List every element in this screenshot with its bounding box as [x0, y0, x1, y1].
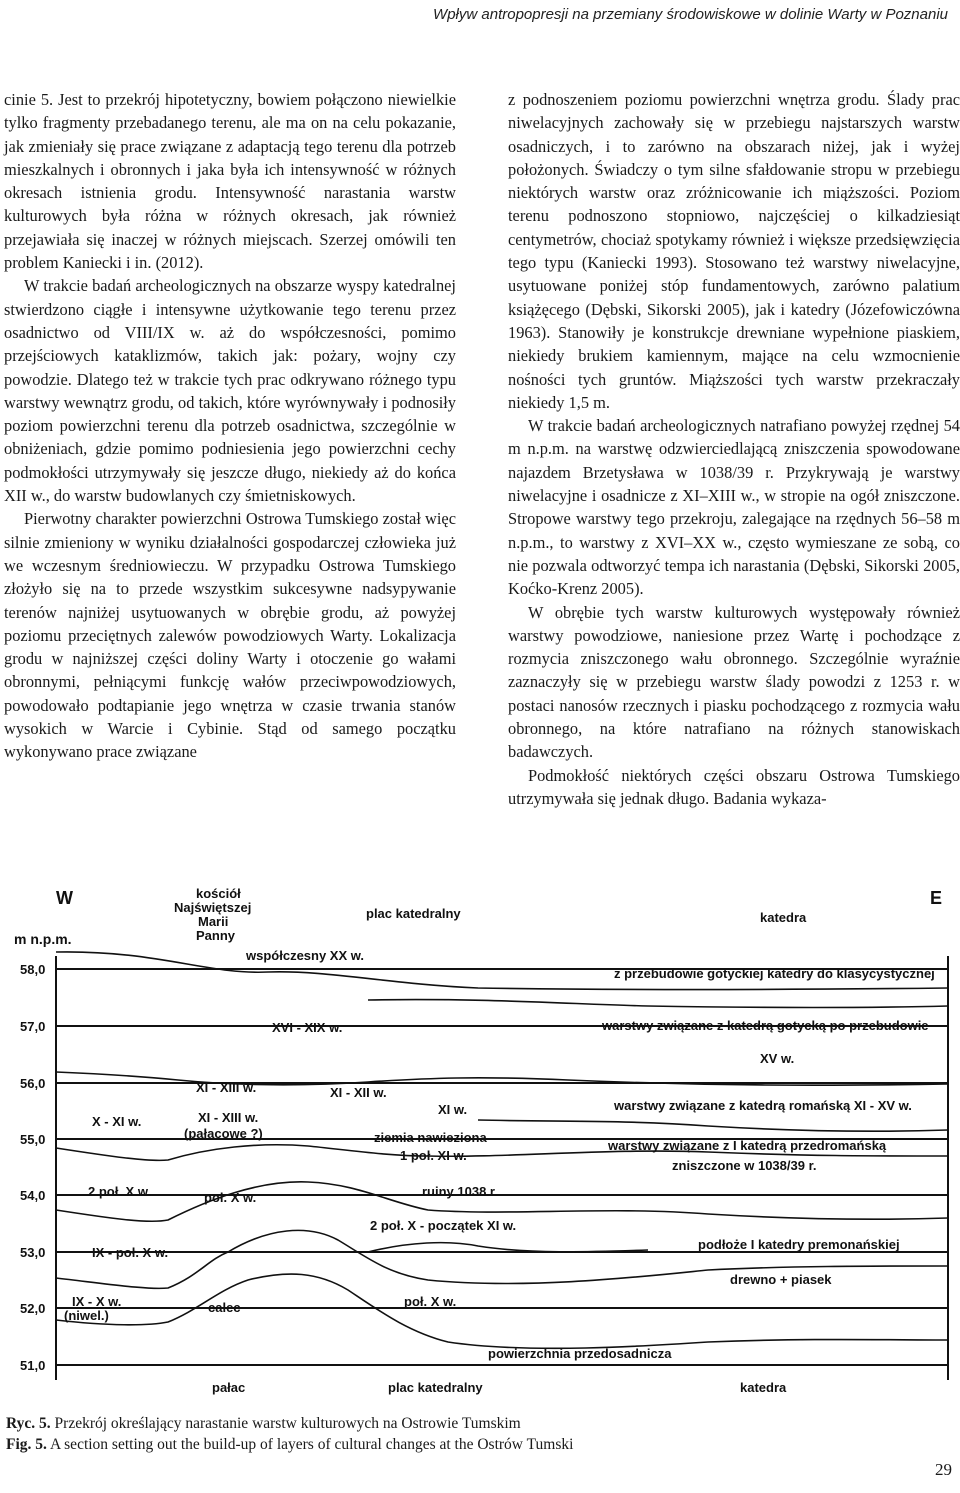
- layer-label: 2 poł. X - początek XI w.: [370, 1218, 517, 1233]
- right-text-column: [508, 88, 960, 810]
- square-bottom-label: plac katedralny: [388, 1380, 483, 1395]
- caption-label: Ryc. 5.: [6, 1415, 51, 1432]
- caption-label: Fig. 5.: [6, 1436, 47, 1453]
- paragraph: cinie 5. Jest to przekrój hipotetyczny, bowiem połączono niewielkie tylko fragmenty przebadanego terenu, ale ma on na celu pokazanie, jak zmieniały się prace związane z adaptacją tego terenu dla potrzeb mieszkalnych i obronnych i jaka była ich intensywność w różnych okresach istnienia grodu. Intensywność narastania warstw kulturowych była różna w różnych okresach, jak również przejawiała się inaczej w różnych miejscach. Szerzej omówili ten problem Kaniecki i in. (2012).: [4, 90, 456, 273]
- paragraph: W trakcie badań archeologicznych natrafiano powyżej rzędnej 54 m n.p.m. na warstwę odzwierciedlającą zniszczenia spowodowane najazdem Brzetysława w 1038/39 r. Przykrywają je warstwy niwelacyjne i osadnicze z XI–XIII w., w stropie na ogół zniszczone. Stropowe warstwy tego przekroju, zalegające na rzędnych 56–58 m n.p.m., to warstwy z XVI–XX w., często wymieszane ze sobą, co nie pozwala odtworzyć tempa ich narastania (Dębski, Sikorski 2005, Koćko-Krenz 2005).: [508, 416, 960, 599]
- caption-text: Przekrój określający narastanie warstw kulturowych na Ostrowie Tumskim: [54, 1415, 521, 1432]
- figure-captions: [6, 1413, 573, 1455]
- bottom-labels: [212, 1380, 787, 1395]
- caption-english: [6, 1434, 573, 1455]
- layer-label: XI w.: [438, 1102, 468, 1117]
- layer-label: warstwy związane z I katedrą przedromańską: [608, 1138, 887, 1153]
- church-label: Panny: [196, 928, 236, 943]
- layer-label: 2 poł. X w.: [88, 1184, 152, 1199]
- layer-label: 1 poł. XI w.: [400, 1148, 467, 1163]
- layer-boundary: [478, 1120, 948, 1131]
- church-label: Marii: [198, 914, 229, 929]
- left-text-column: [4, 88, 456, 764]
- layer-label: (pałacowe ?): [184, 1126, 263, 1141]
- layer-label: calec: [208, 1300, 241, 1315]
- palace-label: pałac: [212, 1380, 246, 1395]
- layer-label: z przebudowie gotyckiej katedry do klasycystycznej: [614, 966, 935, 981]
- east-label: E: [930, 888, 943, 908]
- layer-label: poł. X w.: [404, 1294, 457, 1309]
- elevation-tick: 57,0: [20, 1019, 46, 1034]
- layer-label: powierzchnia przedosadnicza: [488, 1346, 672, 1361]
- elevation-tick: 52,0: [20, 1301, 46, 1316]
- paragraph: z podnoszeniem poziomu powierzchni wnętrza grodu. Ślady prac niwelacyjnych zachowały się w przebiegu najstarszych warstw osadniczych, i to zarówno na obszarach niżej, jak i wyżej położonych. Świadczy o tym silne sfałdowanie stropu w przebiegu niektórych warstw oraz zróżnicowanie ich miąższości. Poziom terenu podnoszono stopniowo, najczęściej o kilkadziesiąt centymetrów, chociaż spotykamy również i większe przedsięwzięcia tego typu (Kaniecki 1993). Stosowano też warstwy niwelacyjne, usytuowane poniżej stóp fundamentowych, zarówno palatium książęcego (Dębski, Sikorski 2005), jak i katedry (Józefowiczówna 1963). Stanowiły je konstrukcje drewniane wypełnione piaskiem, niekiedy brukiem kamiennym, mające na celu wzmocnienie nośności tych gruntów. Miąższości tych warstw przekraczały niekiedy 1,5 m.: [508, 90, 960, 412]
- cross-section-diagram: [8, 880, 956, 1400]
- layer-label: ruiny 1038 r.: [422, 1184, 498, 1199]
- layer-boundary: [368, 1243, 648, 1252]
- layer-boundary: [368, 1000, 948, 1008]
- layer-label: drewno + piasek: [730, 1272, 832, 1287]
- top-labels: [174, 886, 807, 943]
- layer-label: podłoże I katedry premonańskiej: [698, 1237, 900, 1252]
- layer-label: ziemia nawieziona: [374, 1130, 487, 1145]
- elevation-tick: 55,0: [20, 1132, 46, 1147]
- layer-label: XI - XIII w.: [196, 1080, 257, 1095]
- layer-label: X - XI w.: [92, 1114, 142, 1129]
- layer-label: (niwel.): [64, 1308, 109, 1323]
- layer-label: IX - poł. X w.: [92, 1245, 169, 1260]
- paragraph: W obrębie tych warstw kulturowych występowały również warstwy powodziowe, naniesione przez Wartę i pochodzące z rozmycia zniszczonego wału obronnego. Szczególnie wyraźnie zaznaczyły się w przebiegu warstw ślady powodzi z 1253 r. w postaci nanosów rzecznych i piasku pochodzącego z rozmycia wału obronnego, na które natrafiano na różnych stanowiskach badawczych.: [508, 602, 960, 762]
- paragraph: W trakcie badań archeologicznych na obszarze wyspy katedralnej stwierdzono ciągłe i intensywne użytkowanie tego terenu przez osadnictwo od VIII/IX w. aż do współczesności, pomimo przejściowych kataklizmów, takich jak: pożary, wojny czy powodzie. Dlatego też w trakcie tych prac odkrywano różnego typu warstwy wewnątrz grodu, od takich, które wyrównywały i podnosiły poziom powierzchni terenu dla potrzeb osadnictwa, szczególnie w obniżeniach, gdzie pomimo podniesienia jego powierzchni cechy podmokłości utrzymywały się jeszcze długo, niekiedy aż do końca XII w., do warstw budowlanych czy śmietniskowych.: [4, 276, 456, 506]
- west-label: W: [56, 888, 73, 908]
- layer-label: warstwy związane z katedrą romańską XI - XV w.: [614, 1098, 912, 1113]
- cathedral-top-label: katedra: [760, 910, 807, 925]
- running-header: Wpływ antropopresji na przemiany środowiskowe w dolinie Warty w Poznaniu: [433, 6, 948, 23]
- caption-text: A section setting out the build-up of layers of cultural changes at the Ostrów Tumski: [49, 1436, 574, 1453]
- layer-label: zniszczone w 1038/39 r.: [672, 1158, 817, 1173]
- elevation-tick: 53,0: [20, 1245, 46, 1260]
- elevation-tick: 56,0: [20, 1076, 46, 1091]
- layer-label: XI - XII w.: [330, 1085, 387, 1100]
- paragraph: Podmokłość niektórych części obszaru Ostrowa Tumskiego utrzymywała się jednak długo. Badania wykaza-: [508, 765, 960, 808]
- layer-label: poł. X w.: [204, 1190, 257, 1205]
- layer-boundary: [56, 1182, 948, 1221]
- page-number: 29: [935, 1460, 952, 1479]
- layer-label: XV w.: [760, 1051, 795, 1066]
- elevation-tick-labels: [20, 962, 45, 1373]
- cross-section-figure: [8, 880, 956, 1400]
- square-top-label: plac katedralny: [366, 906, 461, 921]
- church-label: Najświętszej: [174, 900, 252, 915]
- elevation-tick: 54,0: [20, 1188, 46, 1203]
- church-label: kościół: [196, 886, 241, 901]
- paragraph: Pierwotny charakter powierzchni Ostrowa Tumskiego został więc silnie zmieniony w wyniku działalności gospodarczej człowieka już we wczesnym średniowieczu. W przypadku Ostrowa Tumskiego złożyło się na to przede wszystkim sukcesywne nadsypywanie terenów najniżej usytuowanych w obrębie grodu, aż powyżej poziomu przeciętnych zalewów powodziowych Warty. Lokalizacja grodu w najniższej części doliny Warty i otoczenie go wałami obronnymi, pełniącymi funkcję wałów przeciwpowodziowych, powodowało podtapianie jego wnętrza w czasie trwania stanów wysokich w Warcie i Cybinie. Stąd od samego początku wykonywano prace związane: [4, 509, 456, 762]
- layer-label: współczesny XX w.: [246, 948, 365, 963]
- layer-label: XI - XIII w.: [198, 1110, 259, 1125]
- layer-label: IX - X w.: [72, 1294, 122, 1309]
- elevation-tick: 58,0: [20, 962, 46, 977]
- layer-label: warstwy związane z katedrą gotycką po przebudowie: [602, 1018, 929, 1033]
- cathedral-bottom-label: katedra: [740, 1380, 787, 1395]
- elevation-tick: 51,0: [20, 1358, 46, 1373]
- layer-label: XVI - XIX w.: [272, 1020, 343, 1035]
- axis-unit-label: m n.p.m.: [14, 931, 72, 947]
- caption-polish: [6, 1413, 573, 1434]
